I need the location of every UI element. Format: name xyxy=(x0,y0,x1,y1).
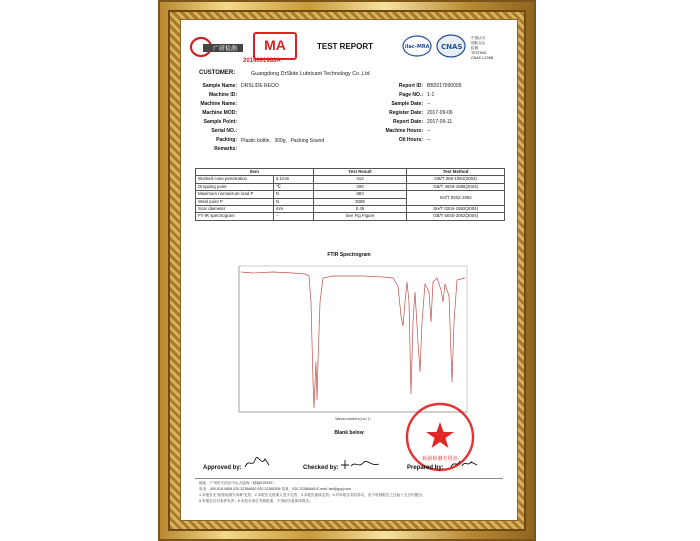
checked-signature xyxy=(339,458,381,470)
customer-value: Guangdong DrSlide Lubricant Technology Co.,Ltd xyxy=(251,70,370,77)
customer-label: CUSTOMER: xyxy=(199,70,236,76)
approved-signature xyxy=(243,456,271,470)
sample-point-label: Sample Point: xyxy=(203,119,237,125)
sample-date-value: -- xyxy=(427,101,431,107)
sample-name-value: DRSLIDE REOO xyxy=(241,83,279,89)
lab-logo xyxy=(189,36,243,58)
report-date-value: 2017-09-11 xyxy=(427,119,453,125)
ilac-text: ilac-MRA xyxy=(405,44,430,50)
lab-logo-text: 广研检测 xyxy=(213,45,238,53)
report-title: TEST REPORT xyxy=(317,42,374,51)
row-result: 0.45 xyxy=(313,206,407,213)
sample-name-label: Sample Name: xyxy=(202,83,237,89)
packing-label: Packing: xyxy=(216,137,237,143)
report-id-label: Report ID: xyxy=(398,83,423,89)
spectrum-xlabel: Wavenumbers(cm-1) xyxy=(335,417,371,421)
header-test-result: Test Result xyxy=(313,169,407,176)
row-method: GB/T 269-1991(2004) xyxy=(407,176,505,183)
blank-below: Blank below xyxy=(334,430,364,436)
row-unit: N xyxy=(273,191,313,198)
results-table xyxy=(195,168,505,221)
row-method: GB/T 4929-1985(2004) xyxy=(407,183,505,190)
footer-notes-2: 5.本报告仅对来样负责；6.未经本单位书面批准，不得部分复制本报告。 xyxy=(199,499,313,503)
oil-hours-value: -- xyxy=(427,137,431,143)
cert-text-3: 检测 xyxy=(471,46,479,50)
cma-mark: MA xyxy=(253,32,297,60)
row-item: Maximum nonseizure load P xyxy=(196,191,274,198)
header-test-method: Test Method xyxy=(407,169,505,176)
footer-notes-1: 1.本报告无“检验检测专用章”无效；2.本报告无批准人签字无效；3.本报告涂改无效；4.对本报告若有异议，应于收到报告之日起十五日内提出。 xyxy=(199,493,426,497)
row-method: GB/T 6040-2002(2004) xyxy=(407,213,505,220)
machine-id-label: Machine ID: xyxy=(208,92,237,98)
checked-by-label: Checked by: xyxy=(303,465,339,471)
sample-date-label: Sample Date: xyxy=(391,101,423,107)
row-unit: mm xyxy=(273,206,313,213)
footer-address: 地址：广州市天河区中山大道西（邮编510530） xyxy=(199,481,276,485)
results-header-row xyxy=(196,169,505,176)
ilac-logo xyxy=(403,36,431,56)
table-row xyxy=(196,176,505,183)
table-row xyxy=(196,206,505,213)
page-no-value: 1-1 xyxy=(427,92,435,98)
row-result: 200 xyxy=(313,183,407,190)
accreditation-logos xyxy=(399,32,507,68)
row-unit: -- xyxy=(273,213,313,220)
report-id-value: BB2017090005 xyxy=(427,83,462,89)
cnas-logo xyxy=(437,35,465,57)
cma-number: 2014001983A xyxy=(243,58,281,64)
row-result: 412 xyxy=(313,176,407,183)
row-method: SH/T 0202-1992 xyxy=(407,191,505,206)
cert-text-4: TESTING xyxy=(471,51,487,55)
footer-contact: 电话：400-818-0808 020-32386850 020-32385308 传真：020-32386848 E-mail: lab@gzyj.com xyxy=(199,487,352,491)
table-row xyxy=(196,213,505,220)
machine-hours-label: Machine Hours: xyxy=(385,128,423,134)
row-unit: 0.1mm xyxy=(273,176,313,183)
header-item: Item xyxy=(196,169,314,176)
cnas-text: CNAS xyxy=(441,43,463,51)
cert-text-5: CNAS L2388 xyxy=(471,56,494,60)
machine-hours-value: -- xyxy=(427,128,431,134)
row-item: Scar diameter xyxy=(196,206,274,213)
packing-value: Plastic bottle，300g，Packing Sound xyxy=(241,138,325,144)
machine-name-label: Machine Name: xyxy=(200,101,237,107)
row-result: See Fig Figure xyxy=(313,213,407,220)
stamp-text: 检验检测专用章 xyxy=(422,456,458,462)
spectrogram-title: FTIR Spectrogram xyxy=(327,252,371,258)
oil-hours-label: Oil Hours: xyxy=(398,137,423,143)
cert-text-2: 国际互认 xyxy=(471,41,486,45)
remarks-label: Remarks: xyxy=(214,146,237,152)
table-row xyxy=(196,183,505,190)
row-item: FT-IR spectrogram xyxy=(196,213,274,220)
row-unit: N xyxy=(273,198,313,205)
star-icon xyxy=(426,422,454,448)
register-date-value: 2017-09-06 xyxy=(427,110,453,116)
row-method: SH/T 0204-1992(2004) xyxy=(407,206,505,213)
report-paper xyxy=(181,20,517,520)
prepared-signature xyxy=(449,457,479,470)
report-date-label: Report Date: xyxy=(392,119,423,125)
cert-text-1: 中国认可 xyxy=(471,36,486,40)
serial-no-label: Serial NO.: xyxy=(211,128,237,134)
approved-by-label: Approved by: xyxy=(203,465,242,471)
footer-divider xyxy=(195,478,503,479)
row-item: Weld point P xyxy=(196,198,274,205)
register-date-label: Register Date: xyxy=(389,110,423,116)
machine-mod-label: Machine MOD: xyxy=(202,110,237,116)
row-result: 3089 xyxy=(313,198,407,205)
row-result: 883 xyxy=(313,191,407,198)
row-unit: ℃ xyxy=(273,183,313,190)
page-no-label: Page NO.: xyxy=(399,92,423,98)
row-item: Dropping point xyxy=(196,183,274,190)
row-item: Worked cone penetration xyxy=(196,176,274,183)
table-row xyxy=(196,191,505,198)
prepared-by-label: Prepared by: xyxy=(407,465,444,471)
